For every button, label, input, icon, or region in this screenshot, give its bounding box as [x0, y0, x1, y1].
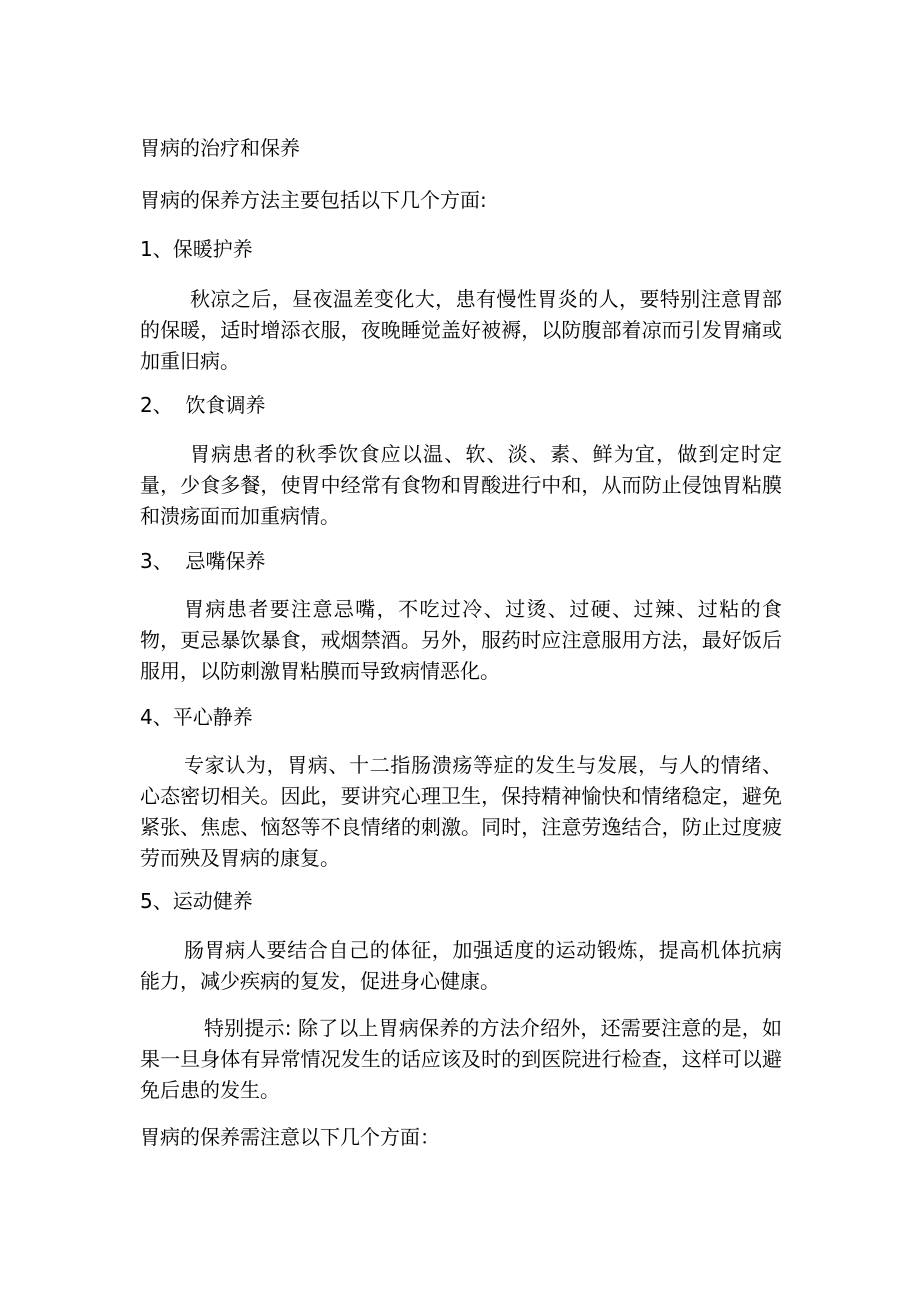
section-body-4: 专家认为，胃病、十二指肠溃疡等症的发生与发展，与人的情绪、心态密切相关。因此，要讲究心理卫生，保持精神愉快和情绪稳定，避免紧张、焦虑、恼怒等不良情绪的刺激。同时，注意劳逸结合，防止过度疲劳而殃及胃病的康复。: [140, 753, 782, 870]
outro-line: 胃病的保养需注意以下几个方面：: [140, 1125, 440, 1149]
section-heading-2: 2、 饮食调养: [140, 393, 266, 417]
document-title: 胃病的治疗和保养: [140, 136, 300, 160]
intro-line: 胃病的保养方法主要包括以下几个方面:: [140, 188, 487, 212]
special-tip-paragraph: 特别提示: 除了以上胃病保养的方法介绍外，还需要注意的是，如果一旦身体有异常情况发生的话应该及时的到医院进行检查，这样可以避免后患的发生。: [140, 1016, 782, 1102]
section-body-5: 肠胃病人要结合自己的体征，加强适度的运动锻炼，提高机体抗病能力，减少疾病的复发，促进身心健康。: [140, 938, 782, 993]
section-body-2: 胃病患者的秋季饮食应以温、软、淡、素、鲜为宜，做到定时定量，少食多餐，使胃中经常有食物和胃酸进行中和，从而防止侵蚀胃粘膜和溃疡面而加重病情。: [140, 442, 782, 528]
section-body-1: 秋凉之后，昼夜温差变化大，患有慢性胃炎的人，要特别注意胃部的保暖，适时增添衣服，夜晚睡觉盖好被褥，以防腹部着凉而引发胃痛或加重旧病。: [140, 287, 782, 373]
section-body-3: 胃病患者要注意忌嘴，不吃过冷、过烫、过硬、过辣、过粘的食物，更忌暴饮暴食，戒烟禁酒。另外，服药时应注意服用方法，最好饭后服用，以防刺激胃粘膜而导致病情恶化。: [140, 597, 782, 683]
section-heading-4: 4、平心静养: [140, 705, 253, 729]
section-heading-1: 1、保暖护养: [140, 237, 253, 261]
section-heading-3: 3、 忌嘴保养: [140, 549, 266, 573]
section-heading-5: 5、运动健养: [140, 889, 253, 913]
